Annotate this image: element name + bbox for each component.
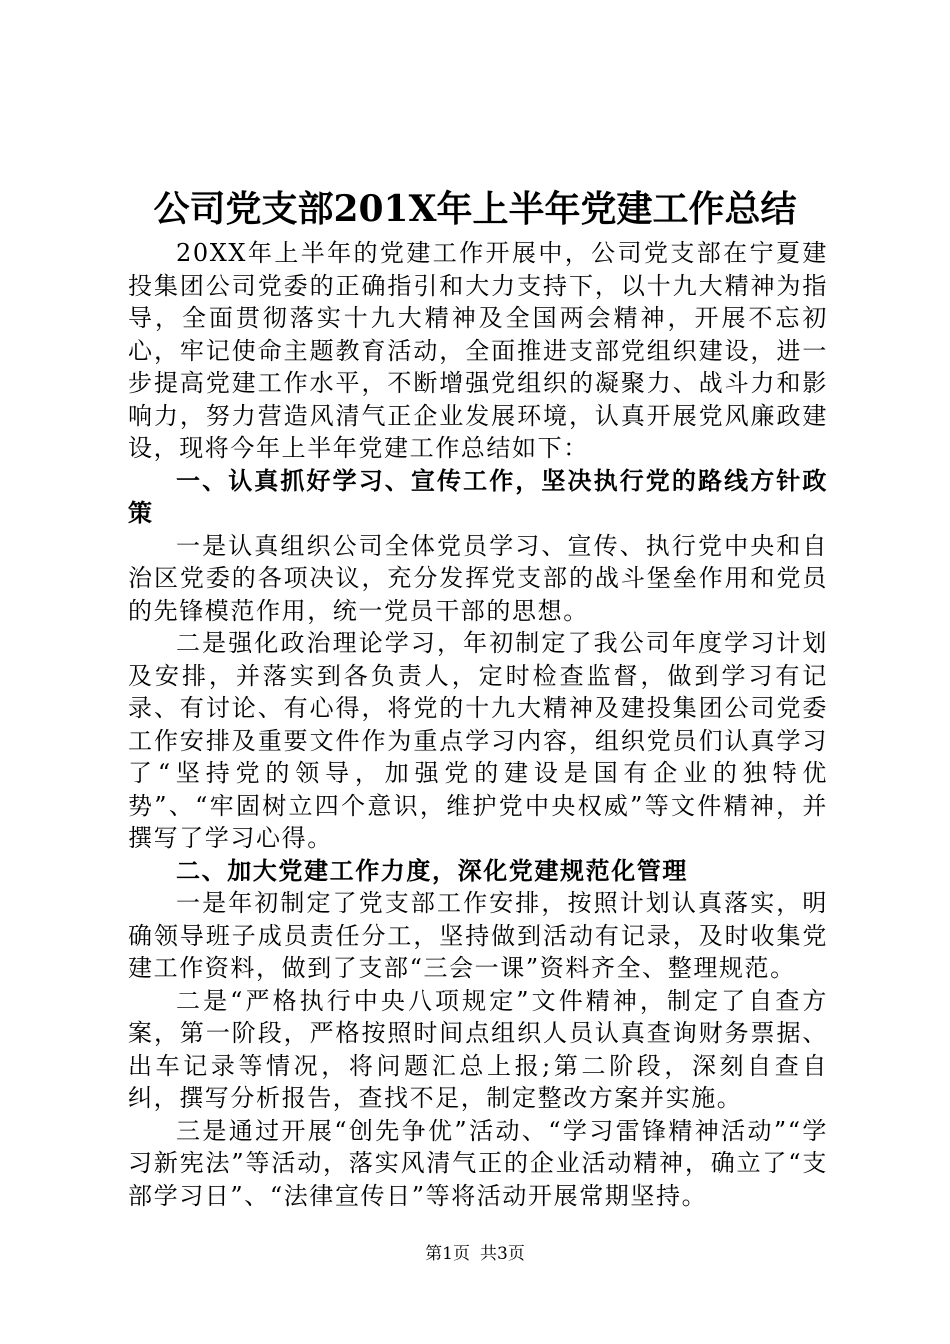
section-heading-1: 一、认真抓好学习、宣传工作，坚决执行党的路线方针政策 — [128, 465, 828, 527]
page-footer — [0, 1242, 950, 1266]
page-title: 公司党支部201X年上半年党建工作总结 — [153, 188, 797, 230]
body-paragraph: 一是年初制定了党支部工作安排，按照计划认真落实，明确领导班子成员责任分工，坚持做到活动有记录，及时收集党建工作资料，做到了支部“三会一课”资料齐全、整理规范。 — [128, 889, 828, 982]
body-paragraph: 一是认真组织公司全体党员学习、宣传、执行党中央和自治区党委的各项决议，充分发挥党支部的战斗堡垒作用和党员的先锋模范作用，统一党员干部的思想。 — [128, 531, 828, 625]
document-body — [128, 237, 828, 1212]
body-paragraph: 二是强化政治理论学习，年初制定了我公司年度学习计划及安排，并落实到各负责人，定时检查监督，做到学习有记录、有讨论、有心得，将党的十九大精神及建投集团公司党委工作安排及重要文件作为重点学习内容，组织党员们认真学习了“坚持党的领导，加强党的建设是国有企业的独特优势”、“牢固树立四个意识，维护党中央权威”等文件精神，并撰写了学习心得。 — [128, 629, 828, 852]
body-paragraph: 二是“严格执行中央八项规定”文件精神，制定了自查方案，第一阶段，严格按照时间点组织人员认真查询财务票据、出车记录等情况，将问题汇总上报;第二阶段，深刻自查自纠，撰写分析报告，查找不足，制定整改方案并实施。 — [128, 986, 828, 1112]
intro-paragraph: 20XX年上半年的党建工作开展中，公司党支部在宁夏建投集团公司党委的正确指引和大力支持下，以十九大精神为指导，全面贯彻落实十九大精神及全国两会精神，开展不忘初心，牢记使命主题教育活动，全面推进支部党组织建设，进一步提高党建工作水平，不断增强党组织的凝聚力、战斗力和影响力，努力营造风清气正企业发展环境，认真开展党风廉政建设，现将今年上半年党建工作总结如下： — [128, 239, 828, 462]
page-number: 第1页 — [425, 1244, 470, 1264]
body-paragraph: 三是通过开展“创先争优”活动、“学习雷锋精神活动”“学习新宪法”等活动，落实风清气正的企业活动精神，确立了“支部学习日”、“法律宣传日”等将活动开展常期坚持。 — [128, 1116, 828, 1210]
section-heading-2: 二、加大党建工作力度，深化党建规范化管理 — [176, 855, 688, 885]
page-total: 共3页 — [480, 1244, 525, 1264]
